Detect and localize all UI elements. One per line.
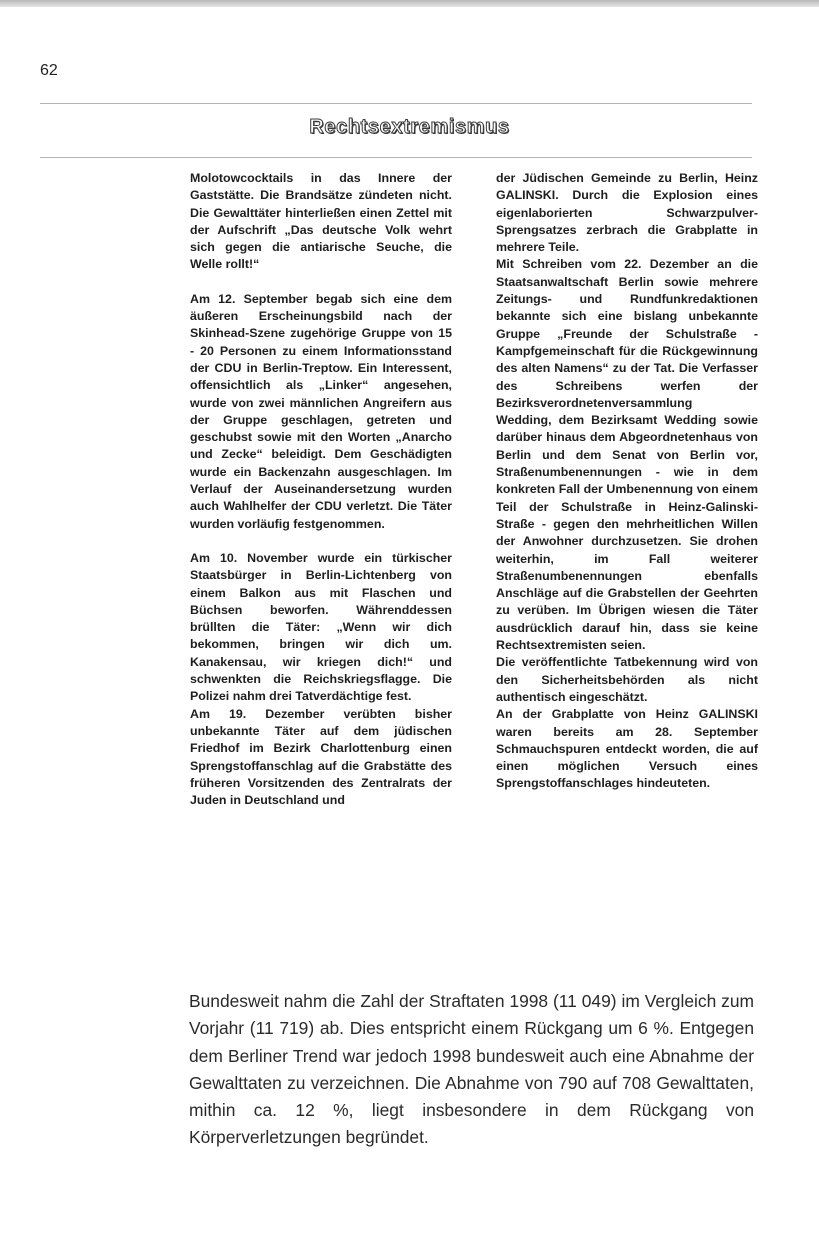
right-paragraph-5: An der Grabplatte von Heinz GALINSKI waren bereits am 28. September Schmauchspuren entdeckt worden, die auf einen möglichen Versuch eines Sprengstoffanschlages hindeuteten. [496,707,758,791]
summary-paragraph-block [189,988,754,1152]
header-rule-bottom [40,157,752,158]
right-paragraph-2: Mit Schreiben vom 22. Dezember an die Staatsanwaltschaft Berlin sowie mehrere Zeitungs- und Rundfunkredaktionen bekannte sich eine bislang unbekannte Gruppe „Freunde der Schulstraße - Kampfgemeinschaft für die Rückgewinnung des alten Namens“ zu der Tat. Die Verfasser des Schreibens werfen der Bezirksverordnetenversammlung [496,257,758,410]
header-rule-top [40,103,752,104]
left-text-column [190,170,452,809]
left-paragraph-4: Am 19. Dezember verübten bisher unbekannte Täter auf dem jüdischen Friedhof im Bezirk Charlottenburg einen Sprengstoffanschlag auf die Grabstätte des früheren Vorsitzenden des Zentralrats der Juden in Deutschland und [190,706,452,808]
right-paragraph-3: Wedding, dem Bezirksamt Wedding sowie darüber hinaus dem Abgeordnetenhaus von Berlin und dem Senat von Berlin vor, Straßenumbenennungen - wie in dem konkreten Fall der Umbenennung von einem Teil der Schulstraße in Heinz-Galinski-Straße - gegen den mehrheitlichen Willen der Anwohner durchzusetzen. Sie drohen weiterhin, im Fall weiterer Straßenumbenennungen ebenfalls Anschläge auf die Grabstellen der Geehrten zu verüben. Im Übrigen wiesen die Täter ausdrücklich darauf hin, dass sie keine Rechtsextremisten seien. [496,413,758,653]
right-text-column [496,170,758,793]
left-paragraph-1: Molotowcocktails in das Innere der Gaststätte. Die Brandsätze zündeten nicht. Die Gewalttäter hinterließen einen Zettel mit der Aufschrift „Das deutsche Volk wehrt sich gegen die antiarische Seuche, die Welle rollt!“ [190,171,452,272]
page-number: 62 [40,62,58,79]
summary-paragraph: Bundesweit nahm die Zahl der Straftaten 1998 (11 049) im Vergleich zum Vorjahr (11 719) ab. Dies entspricht einem Rückgang um 6 %. Entgegen dem Berliner Trend war jedoch 1998 bundesweit auch eine Abnahme der Gewalttaten zu verzeichnen. Die Abnahme von 790 auf 708 Gewalttaten, mithin ca. 12 %, liegt insbesondere in dem Rückgang von Körperverletzungen begründet. [189,991,754,1148]
right-paragraph-1: der Jüdischen Gemeinde zu Berlin, Heinz GALINSKI. Durch die Explosion eines eigenlaborierten Schwarzpulver-Sprengsatzes zerbrach die Grabplatte in mehrere Teile. [496,171,758,255]
left-paragraph-2: Am 12. September begab sich eine dem äußeren Erscheinungsbild nach der Skinhead-Szene zugehörige Gruppe von 15 - 20 Personen zu einem Informationsstand der CDU in Berlin-Treptow. Ein Interessent, offensichtlich als „Linker“ angesehen, wurde von zwei männlichen Angreifern aus der Gruppe geschlagen, getreten und geschubst sowie mit den Worten „Anarcho und Zecke“ beleidigt. Dem Geschädigten wurde ein Backenzahn ausgeschlagen. Im Verlauf der Auseinandersetzung wurden auch Wahlhelfer der CDU verletzt. Die Täter wurden vorläufig festgenommen. [190,291,452,531]
scan-top-border [0,0,819,7]
left-paragraph-3: Am 10. November wurde ein türkischer Staatsbürger in Berlin-Lichtenberg von einem Balkon aus mit Flaschen und Büchsen beworfen. Währenddessen brüllten die Täter: „Wenn wir dich bekommen, bringen wir dich um. Kanakensau, wir kriegen dich!“ und schwenkten die Reichskriegsflagge. Die Polizei nahm drei Tatverdächtige fest. [190,550,452,704]
section-title: Rechtsextremismus [309,116,510,138]
right-paragraph-4: Die veröffentlichte Tatbekennung wird von den Sicherheitsbehörden als nicht authentisch eingeschätzt. [496,655,758,704]
